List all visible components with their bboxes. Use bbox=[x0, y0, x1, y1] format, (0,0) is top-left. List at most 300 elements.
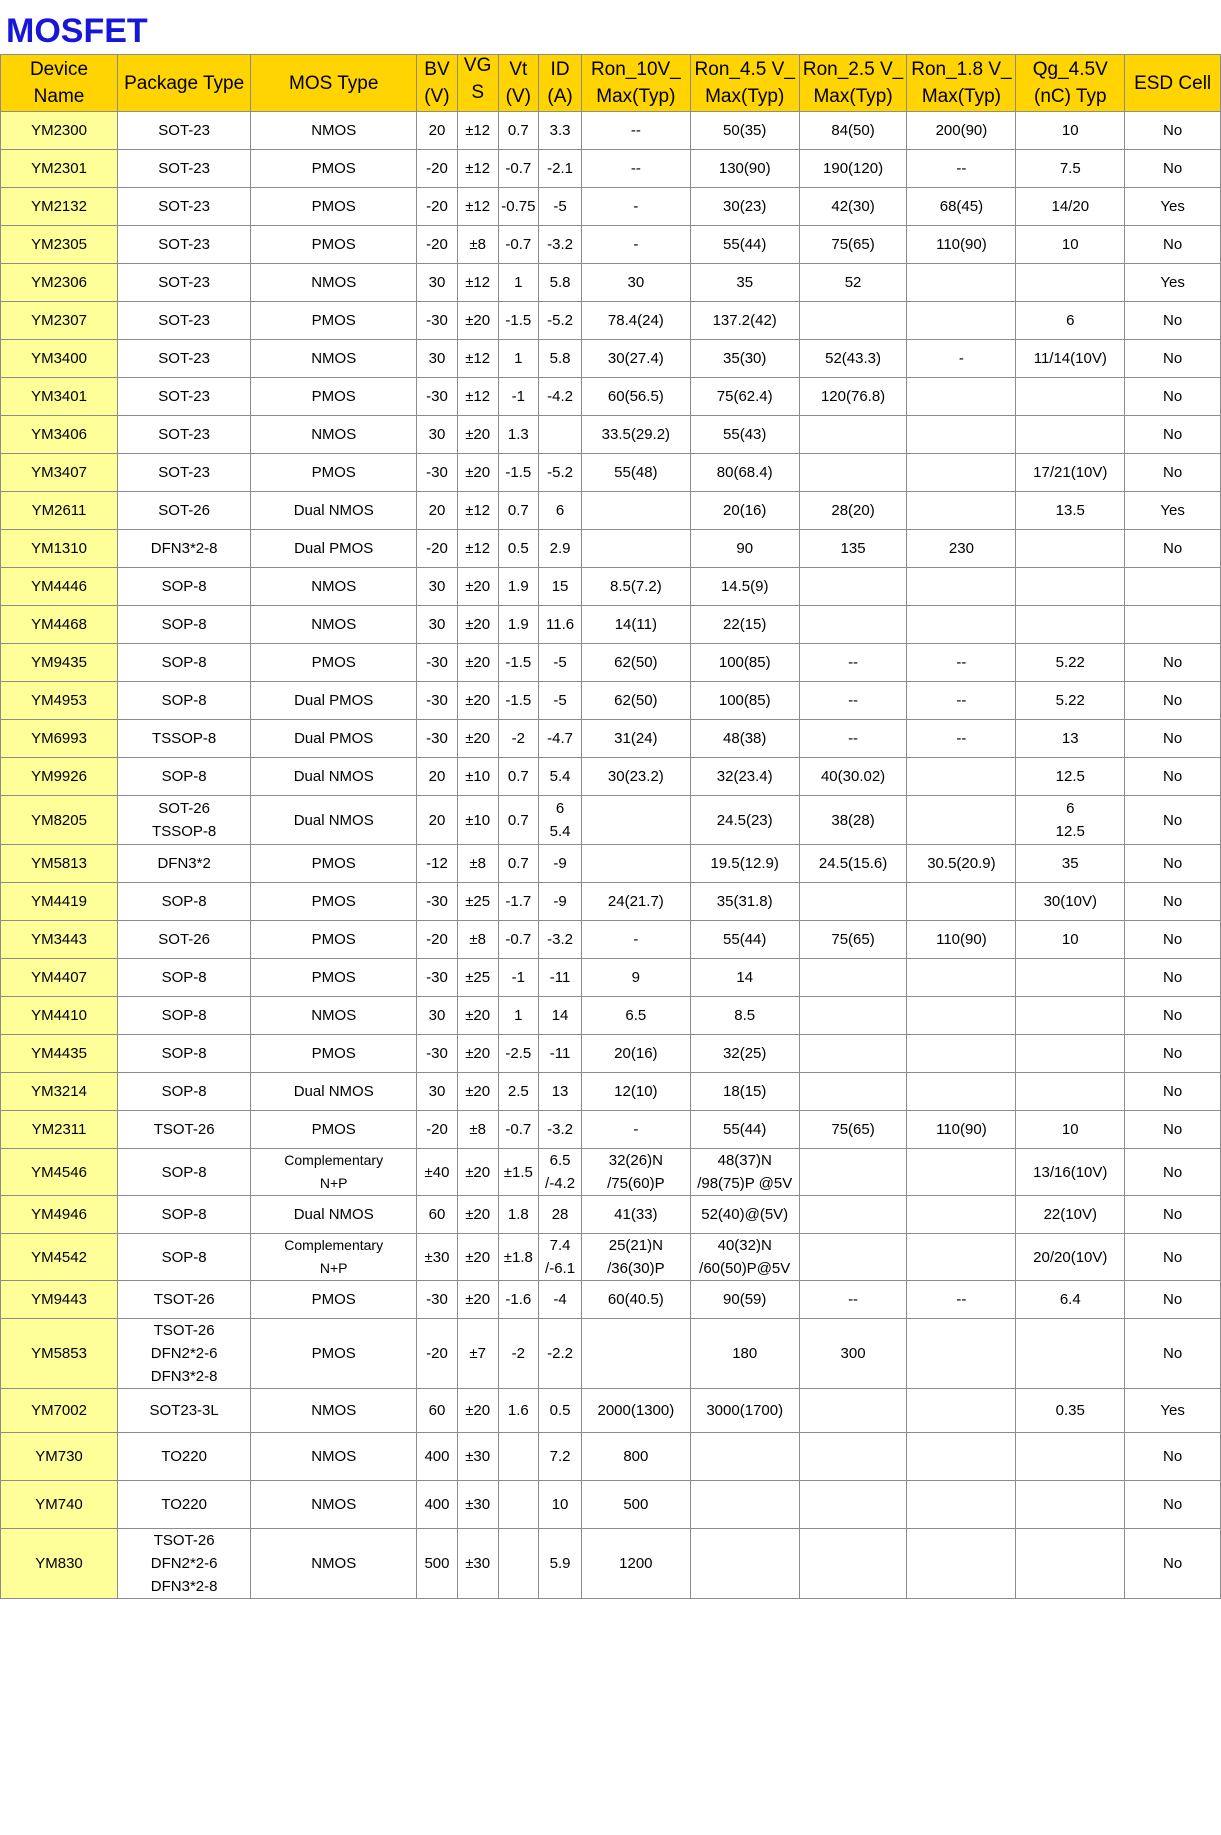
cell-text: 30(27.4) bbox=[607, 350, 664, 367]
cell-ron-10v bbox=[581, 1073, 690, 1111]
cell-package-type bbox=[118, 226, 251, 264]
table-row bbox=[1, 959, 1221, 997]
cell-text: 110(90) bbox=[936, 1121, 987, 1138]
cell-text: DFN3*2 bbox=[157, 855, 211, 872]
cell-text: 30 bbox=[428, 426, 446, 443]
cell-text: -1.6 bbox=[505, 1291, 532, 1308]
cell-device-name bbox=[1, 492, 118, 530]
cell-text: YM2311 bbox=[31, 1121, 87, 1138]
column-header-text bbox=[908, 56, 1014, 110]
column-header-text bbox=[459, 55, 497, 108]
cell-mos-type bbox=[251, 112, 417, 150]
cell-text: 10 bbox=[1061, 122, 1079, 139]
cell-ron-10v bbox=[581, 682, 690, 720]
cell-qg-4-5v bbox=[1016, 1111, 1125, 1149]
cell-text: 30 bbox=[428, 350, 446, 367]
cell-text: No bbox=[1163, 350, 1183, 367]
cell-text: -5 bbox=[553, 654, 567, 671]
cell-text: 75(65) bbox=[831, 1121, 875, 1138]
cell-ron-4-5v bbox=[690, 720, 799, 758]
cell-text: TSOT-26 bbox=[153, 1291, 215, 1308]
cell-ron-4-5v bbox=[690, 1319, 799, 1389]
cell-esd-cell bbox=[1125, 226, 1221, 264]
cell-text: -9 bbox=[553, 855, 567, 872]
cell-text: NMOS bbox=[311, 1007, 357, 1024]
cell-text: ±12 bbox=[465, 350, 491, 367]
cell-text: 55(48) bbox=[614, 464, 658, 481]
cell-text: NMOS bbox=[311, 350, 357, 367]
cell-ron-2-5v bbox=[799, 302, 907, 340]
cell-text: 0.7 bbox=[507, 811, 529, 829]
cell-esd-cell bbox=[1125, 959, 1221, 997]
cell-text: 35 bbox=[1061, 855, 1079, 872]
cell-text: YM7002 bbox=[31, 1402, 87, 1419]
cell-qg-4-5v bbox=[1016, 1389, 1125, 1433]
cell-text: 41(33) bbox=[614, 1206, 658, 1223]
cell-ron-1-8v bbox=[907, 997, 1016, 1035]
column-header-text bbox=[252, 70, 415, 97]
cell-ron-1-8v bbox=[907, 959, 1016, 997]
cell-text: NMOS bbox=[311, 616, 357, 633]
cell-text: SOP-8 bbox=[161, 692, 207, 709]
cell-bv bbox=[417, 845, 458, 883]
cell-vt bbox=[498, 1035, 539, 1073]
cell-device-name bbox=[1, 959, 118, 997]
cell-qg-4-5v bbox=[1016, 264, 1125, 302]
cell-ron-10v bbox=[581, 378, 690, 416]
cell-vt bbox=[498, 1281, 539, 1319]
cell-text: -3.2 bbox=[547, 1121, 573, 1138]
cell-text: ±20 bbox=[465, 730, 491, 747]
cell-device-name bbox=[1, 1389, 118, 1433]
cell-text: 75(65) bbox=[831, 931, 875, 948]
cell-qg-4-5v bbox=[1016, 883, 1125, 921]
cell-text: 30 bbox=[428, 616, 446, 633]
cell-text: -5 bbox=[553, 692, 567, 709]
cell-text: 19.5(12.9) bbox=[710, 855, 779, 872]
cell-esd-cell bbox=[1125, 568, 1221, 606]
cell-id bbox=[539, 1529, 582, 1599]
cell-bv bbox=[417, 112, 458, 150]
cell-text: YM4953 bbox=[31, 692, 87, 709]
cell-package-type bbox=[118, 606, 251, 644]
cell-text: -30 bbox=[426, 388, 448, 405]
cell-text: 190(120) bbox=[823, 160, 884, 177]
cell-device-name bbox=[1, 682, 118, 720]
cell-ron-1-8v bbox=[907, 921, 1016, 959]
cell-text: No bbox=[1163, 388, 1183, 405]
cell-esd-cell bbox=[1125, 720, 1221, 758]
cell-text: NMOS bbox=[311, 122, 357, 139]
cell-ron-1-8v bbox=[907, 1196, 1016, 1234]
cell-package-type bbox=[118, 1433, 251, 1481]
cell-text: No bbox=[1163, 931, 1183, 948]
cell-ron-4-5v bbox=[690, 150, 799, 188]
cell-id bbox=[539, 568, 582, 606]
cell-bv bbox=[417, 226, 458, 264]
cell-text: -20 bbox=[426, 236, 448, 253]
cell-text: 52(43.3) bbox=[825, 350, 881, 367]
cell-ron-1-8v bbox=[907, 758, 1016, 796]
table-row bbox=[1, 682, 1221, 720]
cell-bv bbox=[417, 682, 458, 720]
cell-text: 30 bbox=[428, 578, 446, 595]
cell-id bbox=[539, 1111, 582, 1149]
cell-text: /-6.1 bbox=[545, 1260, 576, 1277]
cell-text: PMOS bbox=[311, 312, 356, 329]
cell-text: -0.7 bbox=[505, 1121, 532, 1138]
cell-esd-cell bbox=[1125, 845, 1221, 883]
cell-text: -2 bbox=[511, 1345, 526, 1362]
cell-text: -2.2 bbox=[547, 1345, 573, 1362]
header-line: VG bbox=[463, 54, 492, 76]
column-header-text bbox=[500, 56, 538, 110]
cell-text: -3.2 bbox=[547, 236, 573, 253]
cell-vt bbox=[498, 959, 539, 997]
cell-ron-1-8v bbox=[907, 1035, 1016, 1073]
cell-text: No bbox=[1163, 1007, 1183, 1024]
cell-qg-4-5v bbox=[1016, 1319, 1125, 1389]
cell-vt bbox=[498, 530, 539, 568]
cell-device-name bbox=[1, 264, 118, 302]
cell-text: PMOS bbox=[311, 1291, 356, 1308]
cell-ron-4-5v bbox=[690, 1389, 799, 1433]
cell-ron-10v bbox=[581, 796, 690, 845]
cell-text: 13 bbox=[1061, 730, 1079, 747]
cell-vgs bbox=[457, 302, 498, 340]
cell-qg-4-5v bbox=[1016, 682, 1125, 720]
cell-text: -1 bbox=[511, 388, 526, 405]
cell-id bbox=[539, 416, 582, 454]
cell-text: Yes bbox=[1160, 274, 1185, 291]
cell-text: 200(90) bbox=[935, 122, 988, 139]
column-header-device-name bbox=[1, 55, 118, 112]
cell-text: No bbox=[1163, 1045, 1183, 1062]
cell-text: -11 bbox=[549, 969, 571, 986]
cell-vt bbox=[498, 845, 539, 883]
cell-text: SOP-8 bbox=[161, 1045, 207, 1062]
cell-vgs bbox=[457, 1111, 498, 1149]
cell-text: TO220 bbox=[161, 1496, 207, 1513]
cell-esd-cell bbox=[1125, 1481, 1221, 1529]
cell-text: 30(10V) bbox=[1043, 893, 1097, 910]
cell-text: ±8 bbox=[469, 236, 486, 253]
table-row bbox=[1, 997, 1221, 1035]
cell-text: SOP-8 bbox=[161, 1007, 207, 1024]
cell-vt bbox=[498, 492, 539, 530]
cell-text: YM3401 bbox=[31, 388, 87, 405]
table-row bbox=[1, 1319, 1221, 1389]
cell-text: -- bbox=[848, 1291, 859, 1308]
cell-text: 7.4 bbox=[549, 1237, 571, 1254]
cell-text: -1.5 bbox=[505, 464, 532, 481]
cell-text: -30 bbox=[426, 1045, 448, 1062]
column-header-ron-2-5v bbox=[799, 55, 907, 112]
cell-bv bbox=[417, 959, 458, 997]
cell-text: ±10 bbox=[465, 768, 491, 785]
cell-ron-10v bbox=[581, 883, 690, 921]
cell-bv bbox=[417, 1149, 458, 1196]
cell-vgs bbox=[457, 454, 498, 492]
cell-vt bbox=[498, 1111, 539, 1149]
cell-text: 20(16) bbox=[723, 502, 767, 519]
cell-text: No bbox=[1163, 160, 1183, 177]
cell-text: 10 bbox=[1061, 236, 1079, 253]
cell-text: - bbox=[633, 1121, 639, 1138]
cell-vt bbox=[498, 1196, 539, 1234]
cell-text: 60 bbox=[428, 1402, 446, 1419]
cell-ron-2-5v bbox=[799, 1234, 907, 1281]
cell-text: -1 bbox=[511, 969, 526, 986]
cell-text: /75(60)P bbox=[607, 1175, 665, 1192]
cell-bv bbox=[417, 302, 458, 340]
cell-ron-10v bbox=[581, 1035, 690, 1073]
cell-text: YM2305 bbox=[31, 236, 87, 253]
cell-text: NMOS bbox=[311, 1555, 357, 1572]
cell-text: YM4446 bbox=[31, 578, 87, 595]
cell-device-name bbox=[1, 378, 118, 416]
cell-mos-type bbox=[251, 682, 417, 720]
cell-text: YM2306 bbox=[31, 274, 87, 291]
cell-text: YM4546 bbox=[31, 1163, 87, 1181]
cell-text: 28(20) bbox=[831, 502, 875, 519]
cell-qg-4-5v bbox=[1016, 378, 1125, 416]
cell-id bbox=[539, 1149, 582, 1196]
cell-ron-2-5v bbox=[799, 1433, 907, 1481]
cell-text: PMOS bbox=[311, 1121, 356, 1138]
cell-device-name bbox=[1, 1319, 118, 1389]
cell-text: No bbox=[1163, 1345, 1183, 1362]
cell-ron-2-5v bbox=[799, 226, 907, 264]
table-row bbox=[1, 378, 1221, 416]
cell-text: 135 bbox=[840, 540, 866, 557]
cell-text: -12 bbox=[426, 855, 448, 872]
cell-text: -- bbox=[848, 654, 859, 671]
cell-qg-4-5v bbox=[1016, 606, 1125, 644]
cell-vgs bbox=[457, 682, 498, 720]
cell-esd-cell bbox=[1125, 796, 1221, 845]
cell-text: NMOS bbox=[311, 1448, 357, 1465]
cell-mos-type bbox=[251, 883, 417, 921]
cell-qg-4-5v bbox=[1016, 1073, 1125, 1111]
cell-mos-type bbox=[251, 264, 417, 302]
cell-ron-2-5v bbox=[799, 1529, 907, 1599]
cell-vgs bbox=[457, 530, 498, 568]
cell-mos-type bbox=[251, 1389, 417, 1433]
cell-text: 32(26)N bbox=[608, 1152, 663, 1169]
cell-text: 6.5 bbox=[549, 1152, 571, 1169]
cell-esd-cell bbox=[1125, 378, 1221, 416]
cell-text: 1 bbox=[514, 1007, 523, 1024]
cell-ron-2-5v bbox=[799, 568, 907, 606]
cell-ron-2-5v bbox=[799, 959, 907, 997]
cell-text: 0.5 bbox=[507, 540, 529, 557]
cell-ron-1-8v bbox=[907, 720, 1016, 758]
cell-vgs bbox=[457, 112, 498, 150]
cell-text: SOT-23 bbox=[158, 160, 210, 177]
cell-text: No bbox=[1163, 122, 1183, 139]
cell-text: 55(44) bbox=[723, 1121, 767, 1138]
cell-text: 80(68.4) bbox=[716, 464, 773, 481]
cell-ron-4-5v bbox=[690, 1234, 799, 1281]
cell-device-name bbox=[1, 606, 118, 644]
cell-device-name bbox=[1, 188, 118, 226]
table-row bbox=[1, 1149, 1221, 1196]
cell-text: 1.3 bbox=[507, 426, 529, 443]
cell-ron-2-5v bbox=[799, 1111, 907, 1149]
cell-text: 28 bbox=[551, 1206, 569, 1223]
header-line: Ron_2.5 V_ bbox=[802, 59, 904, 80]
cell-bv bbox=[417, 1073, 458, 1111]
table-row bbox=[1, 1111, 1221, 1149]
cell-text: SOT-23 bbox=[158, 122, 210, 139]
cell-vgs bbox=[457, 883, 498, 921]
cell-text: 13 bbox=[551, 1083, 569, 1100]
cell-id bbox=[539, 883, 582, 921]
cell-text: 7.2 bbox=[549, 1448, 571, 1465]
cell-vt bbox=[498, 568, 539, 606]
cell-text: 31(24) bbox=[614, 730, 658, 747]
cell-vgs bbox=[457, 1196, 498, 1234]
cell-text: -30 bbox=[426, 312, 448, 329]
table-row bbox=[1, 1281, 1221, 1319]
cell-text: No bbox=[1163, 969, 1183, 986]
cell-device-name bbox=[1, 568, 118, 606]
cell-text: YM4468 bbox=[31, 616, 87, 633]
cell-package-type bbox=[118, 997, 251, 1035]
cell-device-name bbox=[1, 758, 118, 796]
cell-device-name bbox=[1, 845, 118, 883]
cell-text: ±20 bbox=[465, 692, 491, 709]
cell-text: ±20 bbox=[465, 654, 491, 671]
table-row bbox=[1, 1481, 1221, 1529]
cell-ron-2-5v bbox=[799, 644, 907, 682]
cell-text: -2.1 bbox=[547, 160, 573, 177]
cell-text: Yes bbox=[1160, 1402, 1185, 1419]
cell-device-name bbox=[1, 1529, 118, 1599]
cell-ron-4-5v bbox=[690, 416, 799, 454]
cell-text: ±20 bbox=[465, 1206, 491, 1223]
cell-text: ±30 bbox=[465, 1555, 491, 1572]
cell-text: NMOS bbox=[311, 1496, 357, 1513]
cell-text: ±20 bbox=[465, 1007, 491, 1024]
cell-ron-4-5v bbox=[690, 454, 799, 492]
cell-text: -9 bbox=[553, 893, 567, 910]
cell-text: 30(23.2) bbox=[607, 768, 664, 785]
cell-id bbox=[539, 1234, 582, 1281]
column-header-package-type bbox=[118, 55, 251, 112]
cell-text: 14(11) bbox=[614, 616, 657, 633]
column-header-text bbox=[692, 56, 798, 110]
cell-ron-4-5v bbox=[690, 568, 799, 606]
cell-text: PMOS bbox=[311, 160, 356, 177]
cell-ron-1-8v bbox=[907, 1281, 1016, 1319]
cell-id bbox=[539, 264, 582, 302]
cell-text: ±20 bbox=[465, 578, 491, 595]
cell-text: 25(21)N bbox=[608, 1237, 663, 1254]
cell-text: 84(50) bbox=[831, 122, 875, 139]
column-header-text bbox=[583, 56, 689, 110]
cell-text: -30 bbox=[426, 464, 448, 481]
cell-text: -- bbox=[848, 692, 859, 709]
cell-mos-type bbox=[251, 959, 417, 997]
cell-package-type bbox=[118, 720, 251, 758]
cell-text: 1 bbox=[514, 274, 523, 291]
cell-ron-10v bbox=[581, 1281, 690, 1319]
cell-vgs bbox=[457, 340, 498, 378]
cell-bv bbox=[417, 1389, 458, 1433]
header-line: S bbox=[471, 81, 484, 103]
cell-text: 30 bbox=[428, 274, 446, 291]
cell-text: 400 bbox=[424, 1448, 450, 1465]
cell-ron-4-5v bbox=[690, 758, 799, 796]
cell-device-name bbox=[1, 416, 118, 454]
cell-ron-10v bbox=[581, 1481, 690, 1529]
cell-text: 20 bbox=[428, 122, 446, 139]
cell-esd-cell bbox=[1125, 340, 1221, 378]
cell-text: YM3407 bbox=[31, 464, 87, 481]
cell-text: 5.22 bbox=[1055, 654, 1085, 671]
cell-text: /98(75)P @5V bbox=[697, 1175, 793, 1192]
table-row bbox=[1, 644, 1221, 682]
table-row bbox=[1, 492, 1221, 530]
cell-text: Dual PMOS bbox=[294, 730, 374, 747]
cell-text: No bbox=[1163, 540, 1183, 557]
table-row bbox=[1, 530, 1221, 568]
cell-vgs bbox=[457, 720, 498, 758]
cell-vgs bbox=[457, 1149, 498, 1196]
cell-mos-type bbox=[251, 530, 417, 568]
cell-package-type bbox=[118, 1073, 251, 1111]
cell-bv bbox=[417, 796, 458, 845]
cell-device-name bbox=[1, 1433, 118, 1481]
cell-text: YM4542 bbox=[31, 1248, 87, 1266]
cell-qg-4-5v bbox=[1016, 302, 1125, 340]
cell-text: 68(45) bbox=[939, 198, 984, 215]
cell-id bbox=[539, 112, 582, 150]
cell-text: Dual NMOS bbox=[293, 502, 374, 519]
cell-mos-type bbox=[251, 150, 417, 188]
cell-text: 9 bbox=[631, 969, 641, 986]
cell-text: YM3400 bbox=[31, 350, 87, 367]
cell-qg-4-5v bbox=[1016, 845, 1125, 883]
cell-text: SOT-23 bbox=[158, 426, 210, 443]
cell-package-type bbox=[118, 1529, 251, 1599]
cell-text: 52(40)@(5V) bbox=[701, 1206, 789, 1223]
cell-qg-4-5v bbox=[1016, 1196, 1125, 1234]
cell-text: 130(90) bbox=[718, 160, 771, 177]
table-row bbox=[1, 1073, 1221, 1111]
cell-esd-cell bbox=[1125, 188, 1221, 226]
cell-qg-4-5v bbox=[1016, 568, 1125, 606]
cell-qg-4-5v bbox=[1016, 720, 1125, 758]
cell-ron-4-5v bbox=[690, 883, 799, 921]
cell-text: YM3214 bbox=[31, 1083, 87, 1100]
cell-package-type bbox=[118, 1234, 251, 1281]
cell-ron-2-5v bbox=[799, 845, 907, 883]
cell-text: 0.35 bbox=[1055, 1402, 1085, 1419]
cell-text: ±12 bbox=[465, 160, 491, 177]
cell-text: 1.6 bbox=[507, 1402, 529, 1419]
cell-text: SOT-23 bbox=[158, 274, 210, 291]
cell-text: PMOS bbox=[311, 1345, 356, 1362]
cell-package-type bbox=[118, 1481, 251, 1529]
cell-device-name bbox=[1, 1035, 118, 1073]
cell-mos-type bbox=[251, 188, 417, 226]
cell-mos-type bbox=[251, 606, 417, 644]
cell-text: 12.5 bbox=[1055, 768, 1085, 785]
cell-text: SOT-26 bbox=[158, 931, 210, 948]
